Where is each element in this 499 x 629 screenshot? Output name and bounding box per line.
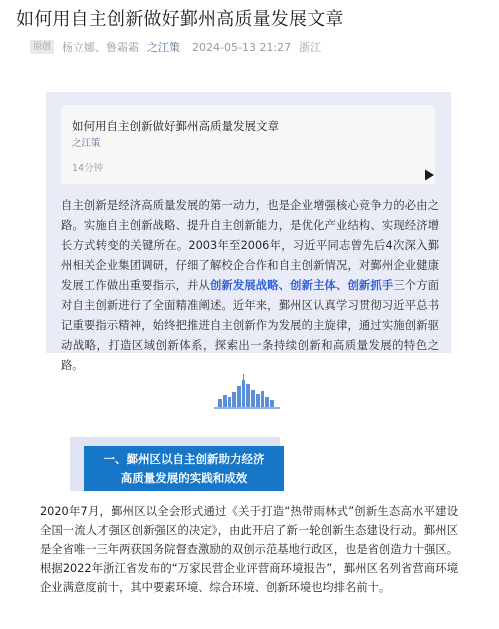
play-icon[interactable] <box>423 169 435 181</box>
audio-title: 如何用自主创新做好鄞州高质量发展文章 <box>72 119 279 133</box>
article-title: 如何用自主创新做好鄞州高质量发展文章 <box>16 9 344 30</box>
heading-line-2: 高质量发展的实践和成效 <box>120 471 248 485</box>
account-name-link[interactable]: 之江策 <box>147 41 181 54</box>
section-1-heading <box>70 437 284 491</box>
article-authors: 杨立娜、鲁霜霜 <box>62 41 140 54</box>
intro-text-part1: 自主创新是经济高质量发展的第一动力，也是企业增强核心竞争力的必由之路。实施自主创新战略、提升自主创新能力，是优化产业结构、实现经济增长方式转变的关键所在。2003年至2006年，习近平同志曾先后4次深入鄞州相关企业集团调研，仔细了解校企合作和自主创新情况，对鄞州企业健康发展工作做出重要指示，并从 <box>61 199 439 292</box>
audio-player-card[interactable] <box>61 105 435 184</box>
intro-paragraph <box>61 196 439 376</box>
section-1-paragraph: 2020年7月，鄞州区以全会形式通过《关于打造“热带雨林式”创新生态高水平建设全国一流人才强区创新强区的决定》，由此开启了新一轮创新生态建设行动。鄞州区是全省唯一三年两获国务院督查激励的双创示范基地行政区，也是省创造力十强区。根据2022年浙江省发布的“万家民营企业评营商环境报告”，鄞州区名列省营商环境企业满意度前十，其中要素环境、综合环境、创新环境也均排名前十。 <box>40 505 458 594</box>
audio-duration: 14分钟 <box>72 163 104 174</box>
heading-line-1: 一、鄞州区以自主创新助力经济 <box>103 452 265 466</box>
heading-box <box>84 446 284 491</box>
intro-highlight: 创新发展战略、创新主体、创新抓手 <box>209 279 394 292</box>
publish-date: 2024-05-13 21:27 <box>192 40 292 54</box>
intro-text-part2: 三个方面对自主创新进行了全面精准阐述。近年来，鄞州区认真学习贯彻习近平总书记重要指示精神，始终把推进自主创新作为发展的主旋律，通过实施创新驱动战略，打造区域创新体系，探索出一条持续创新和高质量发展的特色之路。 <box>61 279 439 372</box>
original-badge: 原创 <box>30 40 54 54</box>
article-meta <box>30 38 321 56</box>
city-skyline-icon <box>214 372 280 410</box>
audio-source: 之江策 <box>72 138 101 149</box>
intro-panel <box>46 92 451 372</box>
publish-location: 浙江 <box>299 41 322 54</box>
